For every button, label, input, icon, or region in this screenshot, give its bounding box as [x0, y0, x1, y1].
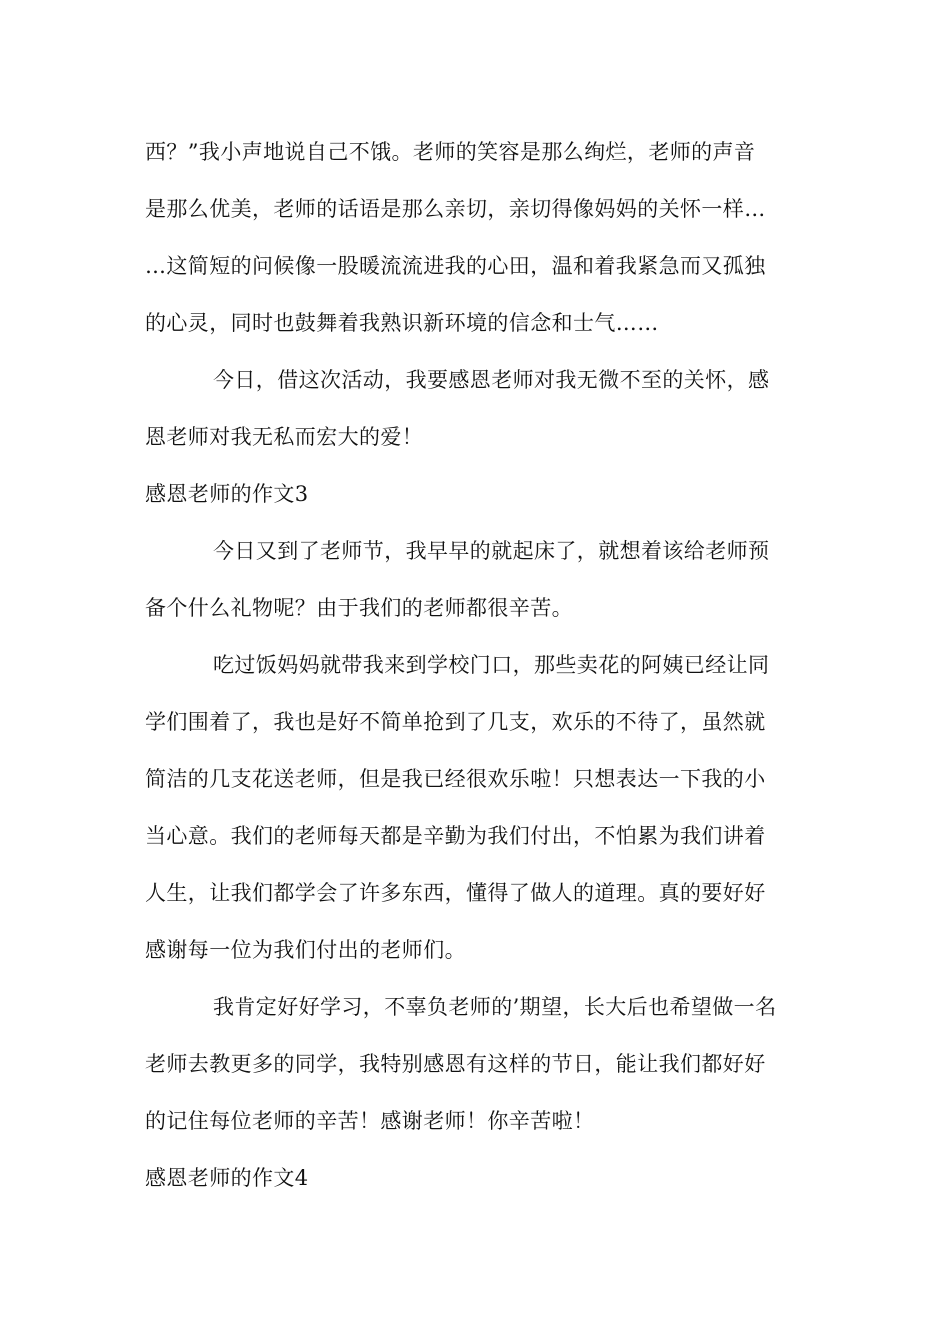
body-line: 的心灵，同时也鼓舞着我熟识新环境的信念和士气…… — [145, 311, 659, 335]
body-line: 恩老师对我无私而宏大的爱！ — [145, 425, 424, 449]
section-heading: 感恩老师的作文4 — [145, 1166, 309, 1190]
body-line: 感谢每一位为我们付出的老师们。 — [145, 938, 466, 962]
body-line: 西？”我小声地说自己不饿。老师的笑容是那么绚烂，老师的声音 — [145, 140, 756, 164]
body-line: 当心意。我们的老师每天都是辛勤为我们付出，不怕累为我们讲着 — [145, 824, 766, 848]
body-line: 人生，让我们都学会了许多东西，懂得了做人的道理。真的要好好 — [145, 881, 766, 905]
body-line: …这简短的问候像一股暖流流进我的心田，温和着我紧急而又孤独 — [145, 254, 766, 278]
paragraph-first-line: 今日又到了老师节，我早早的就起床了，就想着该给老师预 — [213, 539, 770, 563]
body-line: 简洁的几支花送老师，但是我已经很欢乐啦！只想表达一下我的小 — [145, 767, 766, 791]
body-line: 的记住每位老师的辛苦！感谢老师！你辛苦啦！ — [145, 1109, 595, 1133]
paragraph-first-line: 我肯定好好学习，不辜负老师的’期望，长大后也希望做一名 — [213, 995, 777, 1019]
body-line: 老师去教更多的同学，我特别感恩有这样的节日，能让我们都好好 — [145, 1052, 766, 1076]
body-line: 是那么优美，老师的话语是那么亲切，亲切得像妈妈的关怀一样… — [145, 197, 766, 221]
paragraph-first-line: 今日，借这次活动，我要感恩老师对我无微不至的关怀，感 — [213, 368, 770, 392]
paragraph-first-line: 吃过饭妈妈就带我来到学校门口，那些卖花的阿姨已经让同 — [213, 653, 770, 677]
body-line: 备个什么礼物呢？由于我们的老师都很辛苦。 — [145, 596, 573, 620]
body-line: 学们围着了，我也是好不简单抢到了几支，欢乐的不待了，虽然就 — [145, 710, 766, 734]
section-heading: 感恩老师的作文3 — [145, 482, 309, 506]
